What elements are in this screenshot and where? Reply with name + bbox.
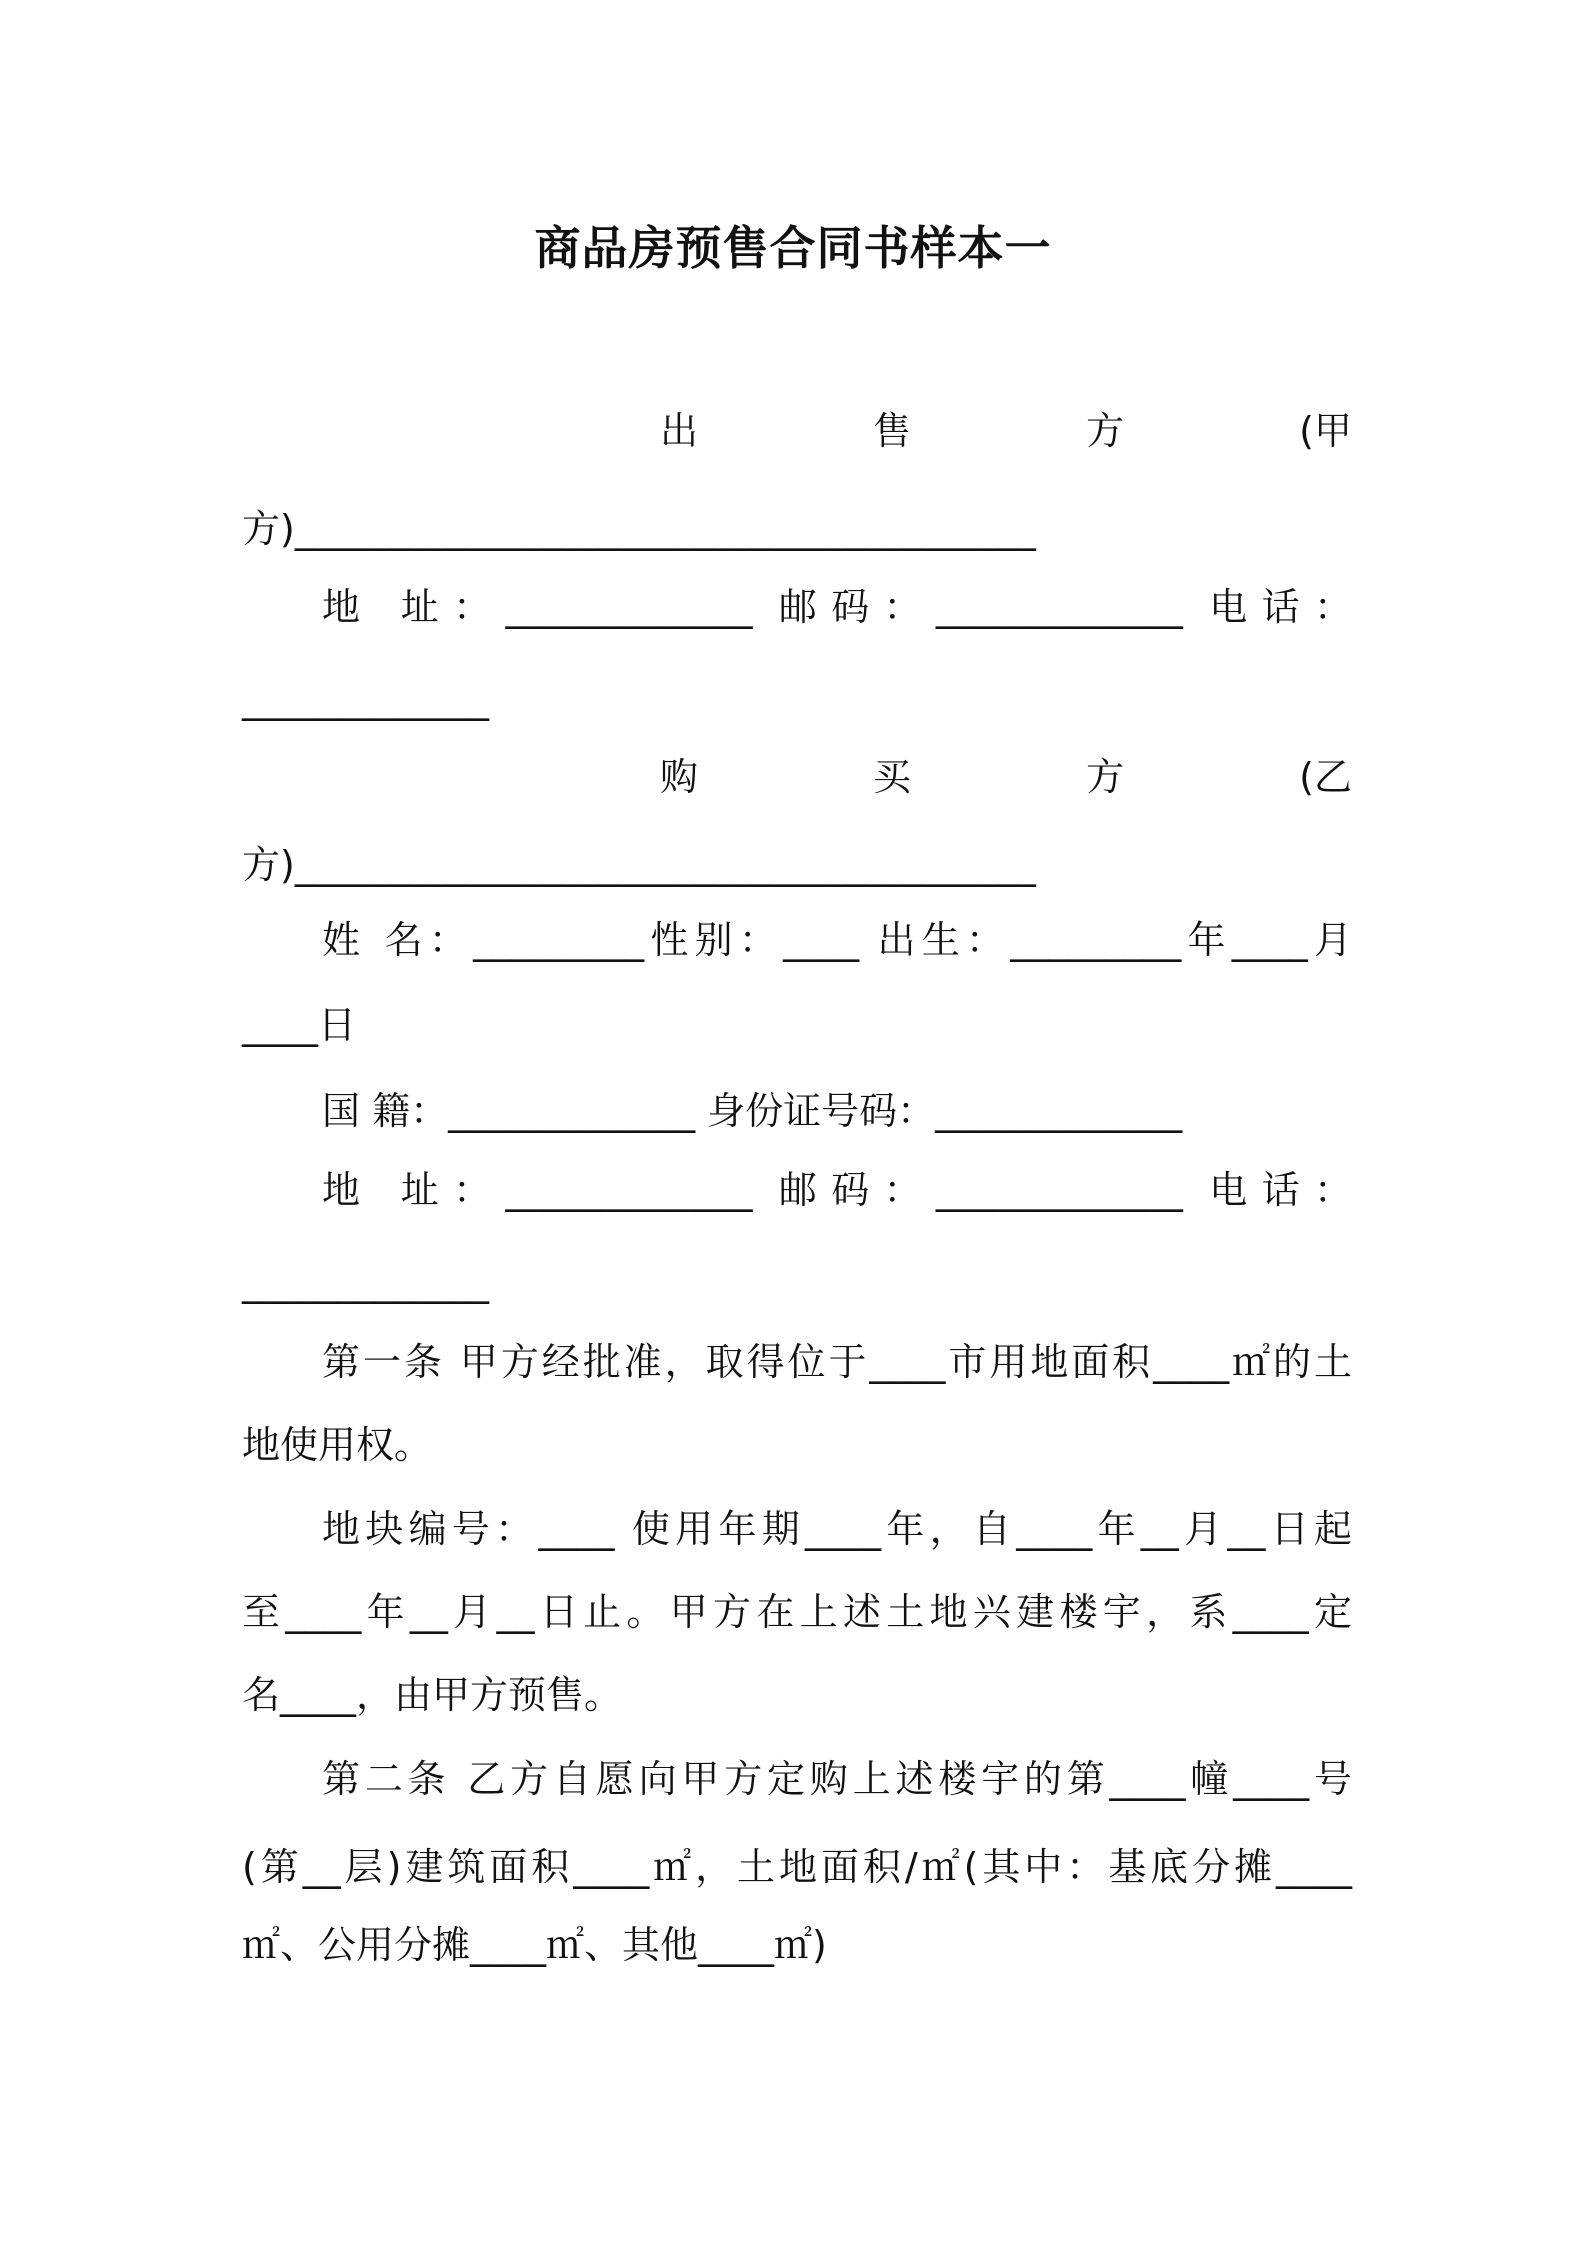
- article-1-line-1: 第一条 甲方经批准，取得位于____市用地面积____㎡的土: [322, 1340, 1352, 1384]
- buyer-birth-day-line: ____日: [242, 1003, 357, 1047]
- article-1-line-5: 名____，由甲方预售。: [242, 1673, 623, 1717]
- article-2-line-3: ㎡、公用分摊____㎡、其他____㎡): [242, 1923, 827, 1967]
- seller-heading-char-2: 售: [873, 409, 912, 453]
- buyer-heading-char-3: 方: [1086, 755, 1125, 799]
- seller-phone-line: _____________: [242, 677, 489, 721]
- article-2-line-1: 第二条 乙方自愿向甲方定购上述楼宇的第____幢____号: [322, 1757, 1352, 1801]
- document-title: 商品房预售合同书样本一: [534, 221, 1052, 275]
- buyer-nationality-line: 国 籍：_____________ 身份证号码：_____________: [322, 1089, 1183, 1133]
- article-1-line-3: 地块编号：____ 使用年期____年，自____年__月__日起: [322, 1507, 1352, 1551]
- seller-heading-char-4: (甲: [1299, 409, 1352, 453]
- seller-heading-char-1: 出: [660, 409, 699, 453]
- article-1-line-4: 至____年__月__日止。甲方在上述土地兴建楼宇，系____定: [242, 1590, 1352, 1634]
- buyer-info-line: 姓 名：_________性别：____ 出生：_________年____月: [322, 918, 1352, 962]
- buyer-phone-line: _____________: [242, 1260, 489, 1304]
- buyer-address-line: 地 址：_____________ 邮码：_____________ 电话：: [322, 1168, 1352, 1212]
- buyer-name-line: 方)_______________________________________: [242, 843, 1036, 887]
- seller-name-line: 方)_______________________________________: [242, 507, 1036, 551]
- buyer-heading: [660, 750, 1352, 804]
- article-2-line-2: (第__层)建筑面积____㎡，土地面积/㎡(其中：基底分摊____: [242, 1845, 1352, 1889]
- buyer-heading-char-1: 购: [660, 755, 699, 799]
- seller-address-line: 地 址：_____________ 邮码：_____________ 电话：: [322, 585, 1352, 629]
- seller-heading-char-3: 方: [1086, 409, 1125, 453]
- seller-heading: [660, 404, 1352, 458]
- article-1-line-2: 地使用权。: [242, 1423, 433, 1467]
- buyer-heading-char-2: 买: [873, 755, 912, 799]
- buyer-heading-char-4: (乙: [1299, 755, 1352, 799]
